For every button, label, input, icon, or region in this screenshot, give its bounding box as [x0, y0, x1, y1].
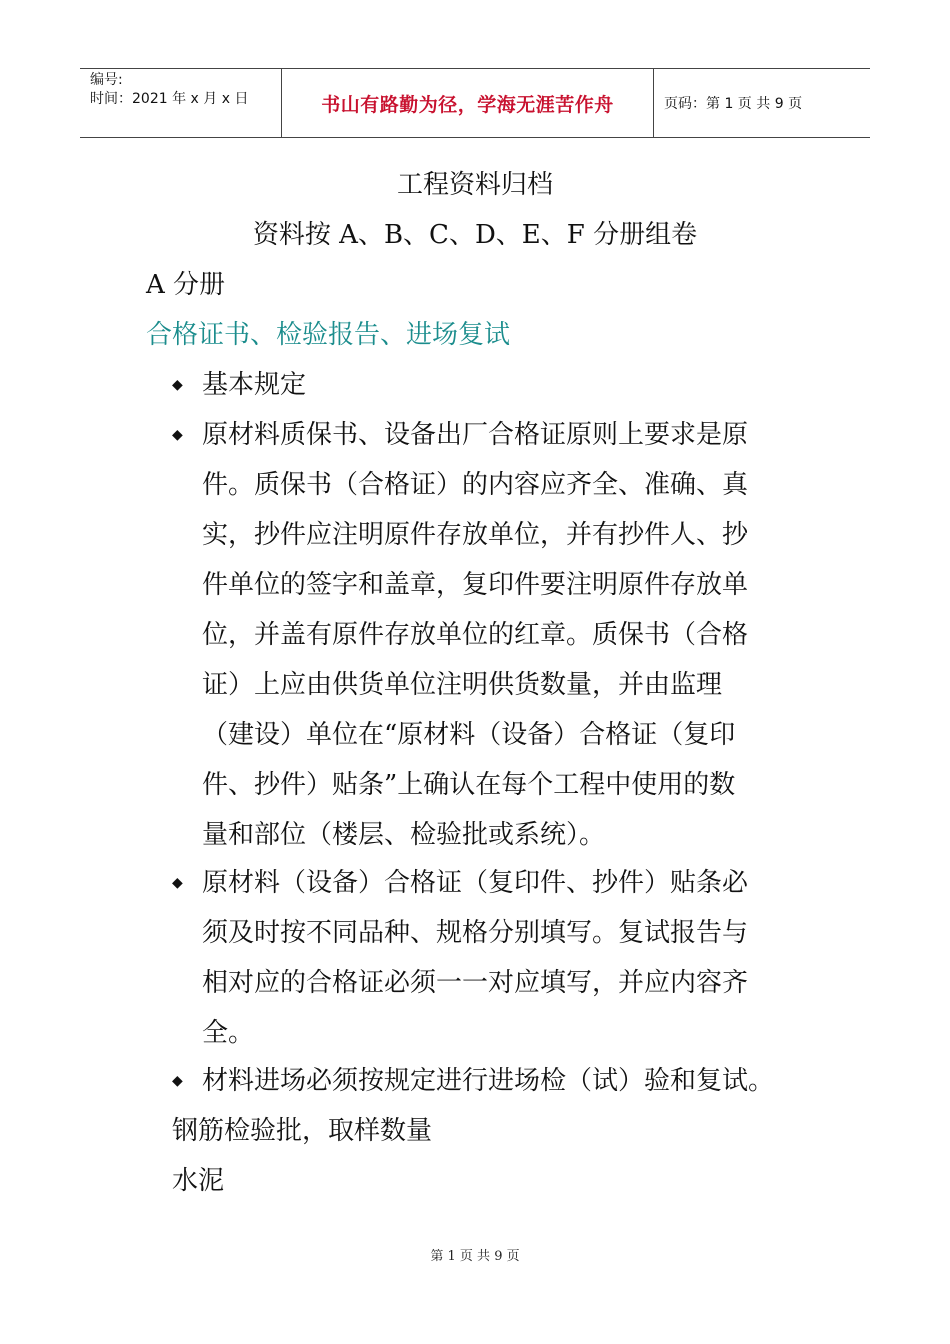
list-item-line: 量和部位（楼层、检验批或系统）。 [202, 820, 606, 850]
page-footer: 第 1 页 共 9 页 [430, 1249, 520, 1264]
list-item-line: 材料进场必须按规定进行进场检（试）验和复试。 [202, 1066, 775, 1096]
body-line: 钢筋检验批，取样数量 [172, 1116, 433, 1146]
list-item-line: 件单位的签字和盖章，复印件要注明原件存放单 [202, 570, 749, 600]
bullet-icon: ◆ [172, 377, 183, 393]
bullet-icon: ◆ [172, 875, 183, 891]
list-item-line: 件。质保书（合格证）的内容应齐全、准确、真 [202, 470, 749, 500]
document-header [80, 68, 870, 138]
list-item-line: （建设）单位在“原材料（设备）合格证（复印 [202, 720, 736, 750]
section-heading: 合格证书、检验报告、进场复试 [146, 320, 511, 350]
list-item-line: 原材料（设备）合格证（复印件、抄件）贴条必 [202, 868, 749, 898]
page-info: 页码：第 1 页 共 9 页 [664, 96, 803, 112]
list-item-line: 相对应的合格证必须一一对应填写，并应内容齐 [202, 968, 749, 998]
header-left-cell [80, 69, 282, 137]
section-label: A 分册 [146, 270, 226, 300]
time-label: 时间：2021 年 x 月 x 日 [90, 91, 249, 107]
list-item [202, 858, 812, 1058]
motto: 书山有路勤为径，学海无涯苦作舟 [282, 69, 654, 137]
list-item-line: 须及时按不同品种、规格分别填写。复试报告与 [202, 918, 749, 948]
list-item-line: 件、抄件）贴条”上确认在每个工程中使用的数 [202, 770, 736, 800]
list-item-line: 位，并盖有原件存放单位的红章。质保书（合格 [202, 620, 749, 650]
bullet-icon: ◆ [172, 427, 183, 443]
list-item-line: 基本规定 [202, 370, 307, 400]
bullet-icon: ◆ [172, 1073, 183, 1089]
document-subtitle: 资料按 A、B、C、D、E、F 分册组卷 [252, 220, 698, 250]
body-line: 水泥 [172, 1166, 225, 1196]
list-item-line: 原材料质保书、设备出厂合格证原则上要求是原 [202, 420, 749, 450]
list-item [202, 360, 812, 410]
list-item [202, 1056, 812, 1106]
list-item-line: 全。 [202, 1018, 255, 1048]
list-item-line: 实，抄件应注明原件存放单位，并有抄件人、抄 [202, 520, 749, 550]
document-title: 工程资料归档 [396, 170, 553, 200]
list-item-line: 证）上应由供货单位注明供货数量，并由监理 [202, 670, 723, 700]
list-item [202, 410, 812, 860]
number-label: 编号: [90, 72, 123, 88]
